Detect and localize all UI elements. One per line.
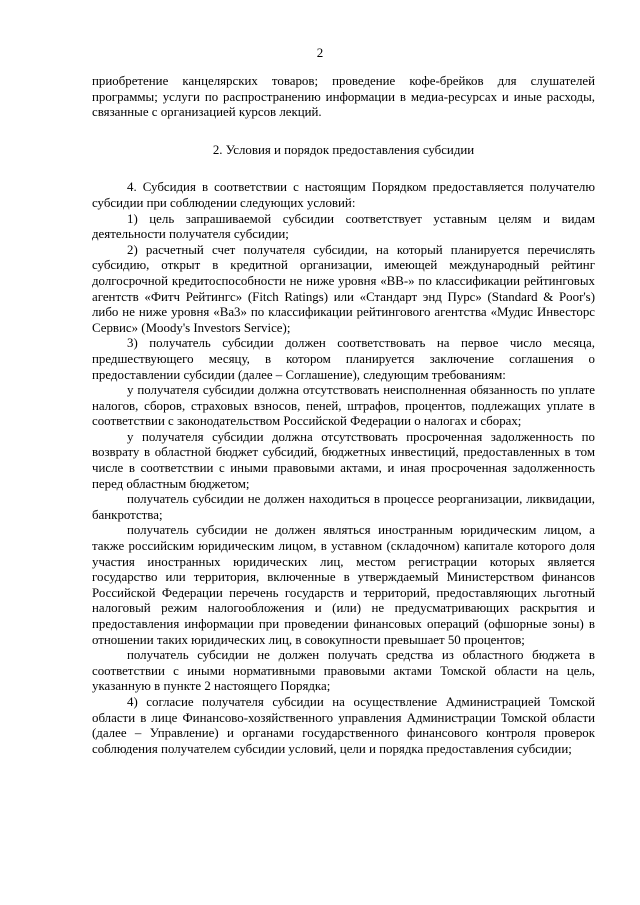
requirement-other-funds: получатель субсидии не должен получать средства из областного бюджета в соответствии с иными нормативными правовыми актами Томской области на цель, указанную в пункте 2 настоящего Порядка;: [92, 648, 595, 694]
requirement-debt: у получателя субсидии должна отсутствовать просроченная задолженность по возврату в областной бюджет субсидий, бюджетных инвестиций, предоставленных в том числе в соответствии с иными правовыми актами, и иная просроченная задолженность перед областным бюджетом;: [92, 429, 595, 491]
paragraph-4: 4. Субсидия в соответствии с настоящим Порядком предоставляется получателю субсидии при соблюдении следующих условий:: [92, 180, 595, 210]
paragraph-purchases: приобретение канцелярских товаров; проведение кофе-брейков для слушателей программы; услуги по распространению информации в медиа-ресурсах и иные расходы, связанные с организацией курсов лекций.: [92, 74, 595, 120]
paragraph-4-item-3: 3) получатель субсидии должен соответствовать на первое число месяца, предшествующего месяцу, в котором планируется заключение соглашения о предоставлении субсидии (далее – Соглашение), следующим требованиям:: [92, 336, 595, 382]
paragraph-4-item-2: 2) расчетный счет получателя субсидии, на который планируется перечислять субсидию, открыт в кредитной организации, имеющей международный рейтинг долгосрочной кредитоспособности не ниже уровня «ВВ-» по классификации рейтинговых агентств «Фитч Рейтингс» (Fitch Ratings) или «Стандарт энд Пурс» (Standard & Poor's) либо не ниже уровня «Ba3» по классификации рейтингового агентства «Мудис Инвесторс Сервис» (Moody's Investors Service);: [92, 242, 595, 335]
requirement-reorganization: получатель субсидии не должен находиться в процессе реорганизации, ликвидации, банкротства;: [92, 492, 595, 522]
document-body: [92, 74, 595, 757]
page-number: 2: [316, 45, 324, 60]
section-title: 2. Условия и порядок предоставления субсидии: [212, 142, 475, 157]
paragraph-4-item-4: 4) согласие получателя субсидии на осуществление Администрацией Томской области в лице Финансово-хозяйственного управления Администрации Томской области (далее – Управление) и органами государственного финансового контроля проверок соблюдения получателем субсидии условий, цели и порядка предоставления субсидии;: [92, 694, 595, 756]
requirement-foreign-entity: получатель субсидии не должен являться иностранным юридическим лицом, а также российским юридическим лицом, в уставном (складочном) капитале которого доля участия иностранных юридических лиц, местом регистрации которых является государство или территория, включенные в утверждаемый Министерством финансов Российской Федерации перечень государств и территорий, предоставляющих льготный налоговый режим налогообложения и (или) не предусматривающих раскрытия и предоставления информации при проведении финансовых операций (офшорные зоны) в отношении таких юридических лиц, в совокупности превышает 50 процентов;: [92, 523, 595, 647]
requirement-taxes: у получателя субсидии должна отсутствовать неисполненная обязанность по уплате налогов, сборов, страховых взносов, пеней, штрафов, процентов, подлежащих уплате в соответствии с законодательством Российской Федерации о налогах и сборах;: [92, 383, 595, 429]
paragraph-4-item-1: 1) цель запрашиваемой субсидии соответствует уставным целям и видам деятельности получателя субсидии;: [92, 211, 595, 242]
